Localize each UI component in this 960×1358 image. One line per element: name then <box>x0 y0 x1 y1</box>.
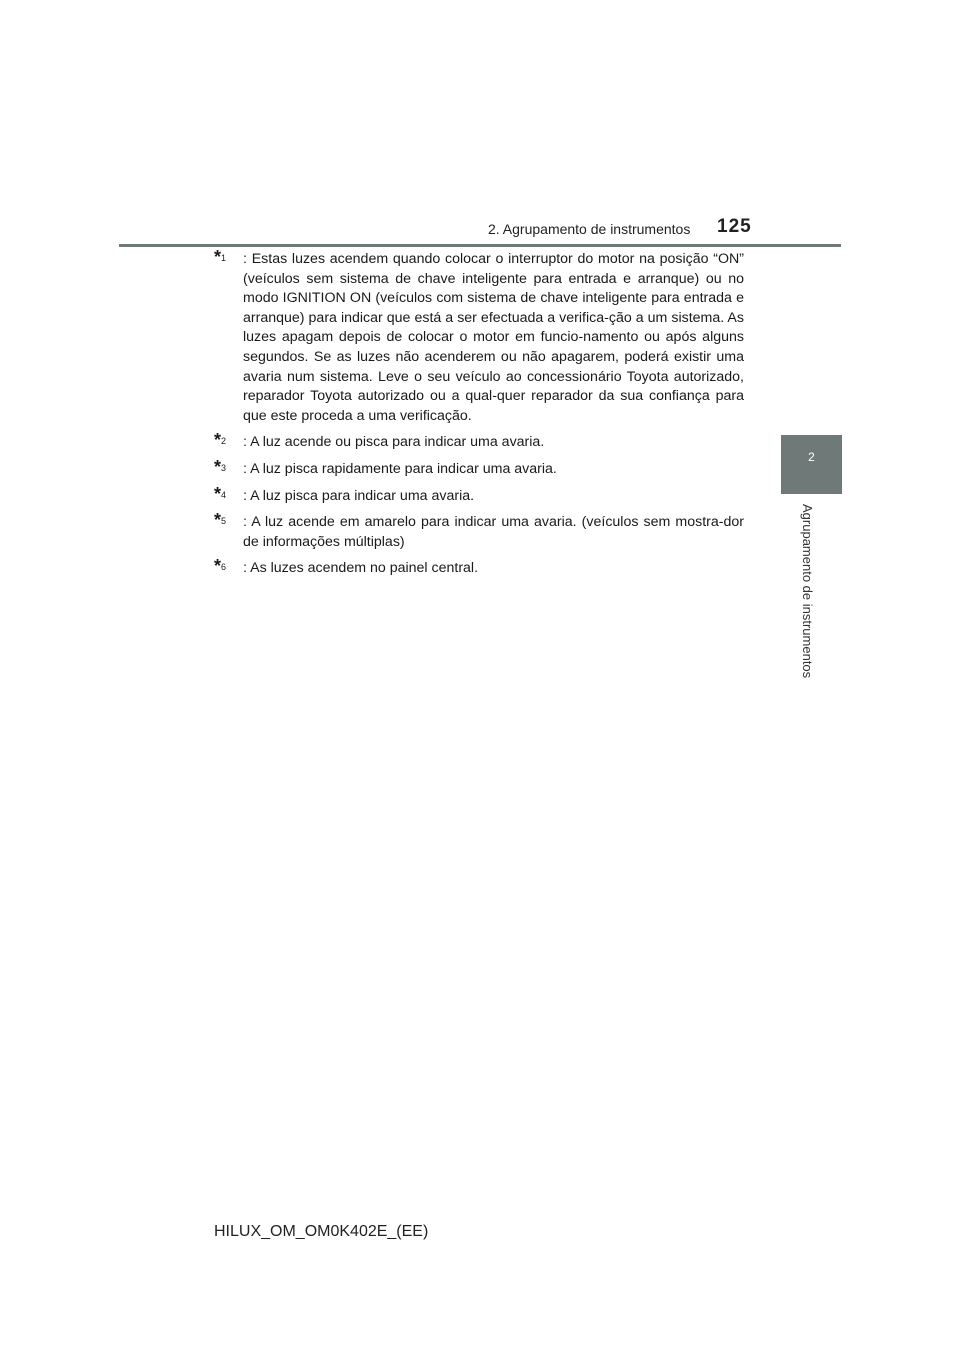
footnote-6 <box>214 556 744 579</box>
chapter-label: Agrupamento de instrumentos <box>800 504 815 679</box>
footnote-4 <box>214 483 744 507</box>
page-number: 125 <box>717 216 752 237</box>
document-code: HILUX_OM_OM0K402E_(EE) <box>214 1223 429 1240</box>
footnote-marker <box>214 430 227 453</box>
footnote-text: : A luz pisca rapidamente para indicar uma avaria. <box>243 460 557 477</box>
footnote-number: 1 <box>221 253 227 263</box>
footnote-list <box>214 247 744 586</box>
chapter-tab <box>781 435 842 494</box>
asterisk-icon: * <box>214 247 222 267</box>
asterisk-icon: * <box>214 483 222 504</box>
footnote-5 <box>214 510 744 552</box>
footnote-1 <box>214 247 744 426</box>
footnote-text: : A luz acende em amarelo para indicar uma avaria. (veículos sem mostra-dor de informações múltiplas) <box>243 514 744 550</box>
header-divider <box>119 244 841 247</box>
footnote-marker <box>214 510 227 533</box>
asterisk-icon: * <box>214 510 222 531</box>
footnote-text: : A luz acende ou pisca para indicar uma avaria. <box>243 434 545 451</box>
footnote-text: : Estas luzes acendem quando colocar o interruptor do motor na posição “ON” (veículos sem sistema de chave inteligente para entrada e arranque) ou no modo IGNITION ON (veículos com sistema de chave inteligente para entrada e arranque) para indicar que está a ser efectuada a verifica-ção a um sistema. As luzes apagam depois de colocar o motor em funcio-namento ou após alguns segundos. Se as luzes não acenderem ou não apagarem, poderá existir uma avaria num sistema. Leve o seu veículo ao concessionário Toyota autorizado, reparador Toyota autorizado ou a qual-quer reparador da sua confiança para que este proceda a uma verificação. <box>243 251 744 424</box>
footnote-marker <box>214 456 227 480</box>
footnote-marker <box>214 483 227 507</box>
asterisk-icon: * <box>214 456 222 477</box>
footnote-number: 2 <box>221 436 227 447</box>
footnote-marker <box>214 247 227 270</box>
asterisk-icon: * <box>214 430 222 451</box>
footnote-number: 4 <box>221 489 227 500</box>
footnote-2 <box>214 430 744 453</box>
footnote-text: : A luz pisca para indicar uma avaria. <box>243 487 475 504</box>
footnote-text: : As luzes acendem no painel central. <box>243 560 479 577</box>
footnote-number: 5 <box>221 516 227 527</box>
footnote-number: 6 <box>221 562 227 573</box>
asterisk-icon: * <box>214 556 222 577</box>
footnote-3 <box>214 456 744 480</box>
footnote-marker <box>214 556 227 579</box>
chapter-number: 2 <box>808 450 815 464</box>
footnote-number: 3 <box>221 462 227 473</box>
section-title: 2. Agrupamento de instrumentos <box>488 221 691 237</box>
